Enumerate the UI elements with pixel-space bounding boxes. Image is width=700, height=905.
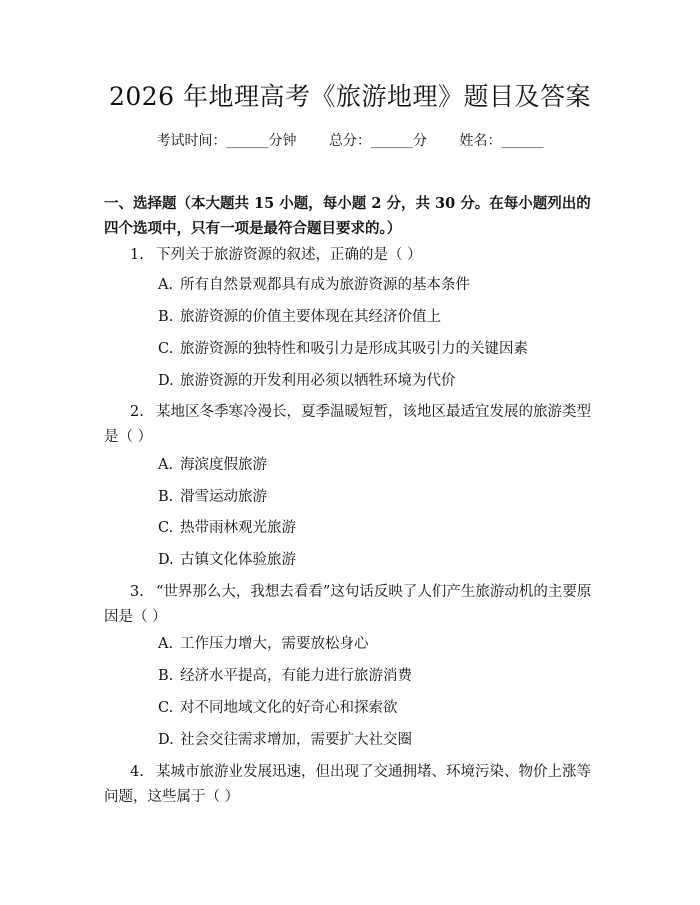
- exam-score: 总分：______分: [329, 133, 427, 149]
- option-text: 古镇文化体验旅游: [180, 552, 296, 568]
- question-number: 3.: [130, 584, 144, 600]
- question-number: 1.: [130, 247, 144, 263]
- option-letter: A.: [158, 636, 174, 652]
- question-2: [104, 400, 598, 450]
- option-letter: D.: [158, 732, 174, 748]
- question-text: 下列关于旅游资源的叙述，正确的是（ ）: [156, 247, 422, 263]
- option: [158, 550, 598, 570]
- option-letter: B.: [158, 309, 174, 325]
- option-letter: A.: [158, 277, 174, 293]
- option: [158, 275, 598, 295]
- option-letter: A.: [158, 457, 174, 473]
- exam-info: [0, 131, 700, 151]
- section-heading: 一、选择题（本大题共 15 小题，每小题 2 分，共 30 分。在每小题列出的四个选项中，只有一项是最符合题目要求的。）: [104, 195, 591, 237]
- option: [158, 307, 598, 327]
- option: [158, 339, 598, 359]
- option-text: 滑雪运动旅游: [180, 489, 267, 505]
- exam-time: 考试时间：______分钟: [156, 133, 297, 149]
- option-text: 海滨度假旅游: [180, 457, 267, 473]
- option-letter: B.: [158, 489, 174, 505]
- option: [158, 518, 598, 538]
- option-letter: C.: [158, 520, 174, 536]
- question-text: “世界那么大，我想去看看”这句话反映了人们产生旅游动机的主要原因是（ ）: [104, 584, 592, 625]
- option-text: 旅游资源的开发利用必须以牺牲环境为代价: [180, 373, 456, 389]
- option-text: 工作压力增大，需要放松身心: [180, 636, 369, 652]
- option-text: 热带雨林观光旅游: [180, 520, 296, 536]
- question-text: 某地区冬季寒冷漫长，夏季温暖短暂，该地区最适宜发展的旅游类型是（ ）: [104, 404, 591, 445]
- option-letter: D.: [158, 373, 174, 389]
- option: [158, 455, 598, 475]
- question-number: 4.: [130, 764, 144, 780]
- option-text: 社会交往需求增加，需要扩大社交圈: [180, 732, 412, 748]
- option: [158, 487, 598, 507]
- option-letter: D.: [158, 552, 174, 568]
- option: [158, 634, 598, 654]
- option-text: 旅游资源的价值主要体现在其经济价值上: [180, 309, 441, 325]
- question-1: [104, 243, 598, 268]
- option-text: 旅游资源的独特性和吸引力是形成其吸引力的关键因素: [180, 341, 528, 357]
- exam-name: 姓名：______: [459, 133, 544, 149]
- question-number: 2.: [130, 404, 144, 420]
- page-title: 2026 年地理高考《旅游地理》题目及答案: [108, 82, 592, 111]
- question-text: 某城市旅游业发展迅速，但出现了交通拥堵、环境污染、物价上涨等问题，这些属于（ ）: [104, 764, 591, 805]
- option: [158, 698, 598, 718]
- question-4: [104, 760, 598, 810]
- option-text: 经济水平提高，有能力进行旅游消费: [180, 668, 412, 684]
- question-3: [104, 580, 598, 630]
- option-text: 所有自然景观都具有成为旅游资源的基本条件: [180, 277, 470, 293]
- option: [158, 666, 598, 686]
- option: [158, 371, 598, 391]
- option-letter: C.: [158, 341, 174, 357]
- option-letter: C.: [158, 700, 174, 716]
- option: [158, 730, 598, 750]
- option-letter: B.: [158, 668, 174, 684]
- option-text: 对不同地域文化的好奇心和探索欲: [180, 700, 398, 716]
